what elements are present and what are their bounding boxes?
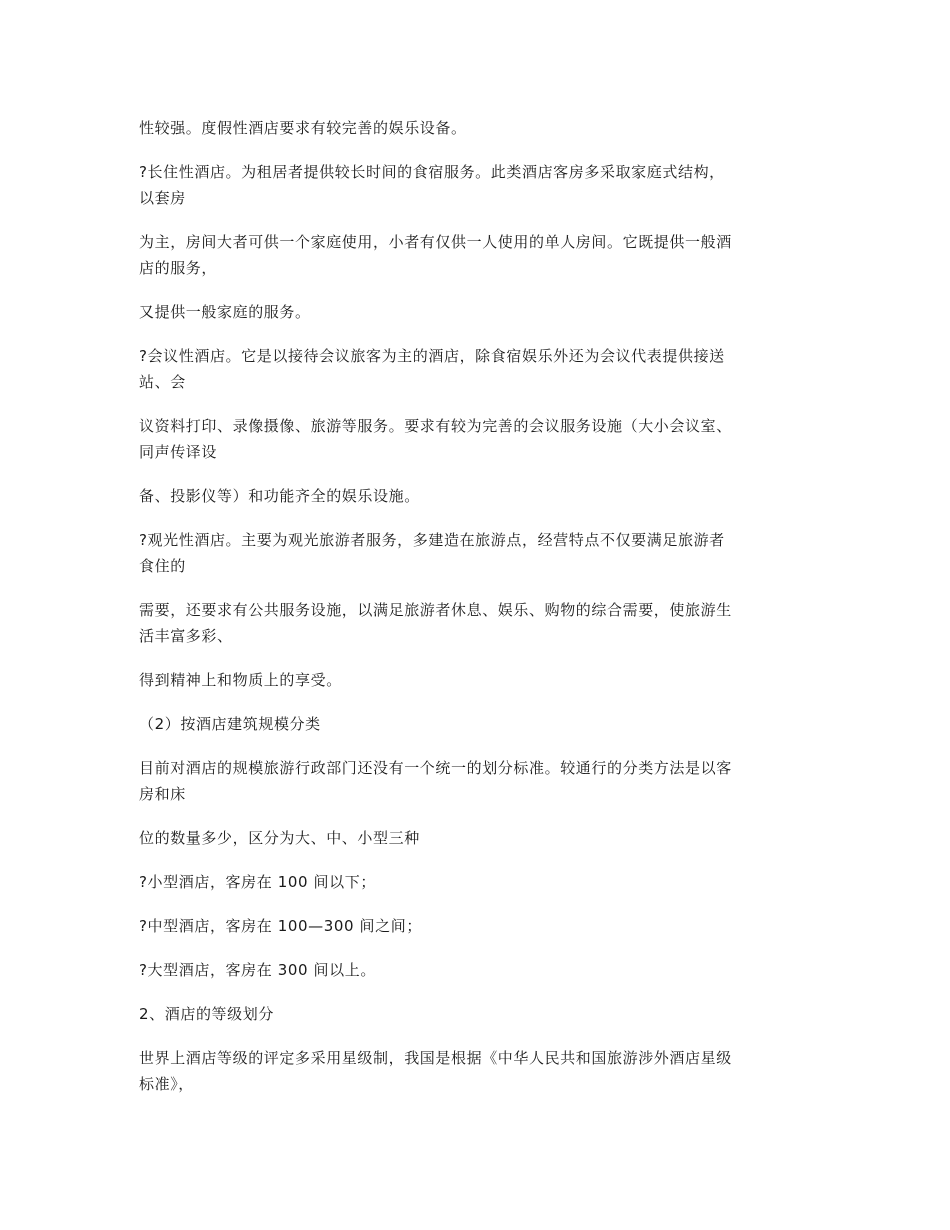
text-line: 性较强。度假性酒店要求有较完善的娱乐设备。 bbox=[139, 119, 467, 137]
paragraph bbox=[139, 343, 811, 395]
text-line: 房和床 bbox=[139, 785, 186, 803]
paragraph bbox=[139, 527, 811, 579]
list-item bbox=[139, 957, 811, 983]
section-heading bbox=[139, 711, 811, 737]
text-line: 又提供一般家庭的服务。 bbox=[139, 303, 311, 321]
section-heading bbox=[139, 1001, 811, 1027]
text-line: 需要，还要求有公共服务设施，以满足旅游者休息、娱乐、购物的综合需要，使旅游生 bbox=[139, 601, 732, 619]
text-line: ?会议性酒店。它是以接待会议旅客为主的酒店，除食宿娱乐外还为会议代表提供接送 bbox=[139, 347, 725, 365]
paragraph bbox=[139, 159, 811, 211]
paragraph bbox=[139, 413, 811, 465]
text-line: ?长住性酒店。为租居者提供较长时间的食宿服务。此类酒店客房多采取家庭式结构， bbox=[139, 163, 725, 181]
text-line: 站、会 bbox=[139, 373, 186, 391]
text-line: 议资料打印、录像摄像、旅游等服务。要求有较为完善的会议服务设施（大小会议室、 bbox=[139, 417, 732, 435]
paragraph bbox=[139, 115, 811, 141]
text-line: 以套房 bbox=[139, 189, 186, 207]
text-line: 为主，房间大者可供一个家庭使用，小者有仅供一人使用的单人房间。它既提供一般酒 bbox=[139, 233, 732, 251]
text-line: 2、酒店的等级划分 bbox=[139, 1005, 274, 1023]
paragraph bbox=[139, 667, 811, 693]
text-line: 活丰富多彩、 bbox=[139, 627, 233, 645]
text-line: 标准》， bbox=[139, 1075, 194, 1093]
paragraph bbox=[139, 483, 811, 509]
text-line: 位的数量多少，区分为大、中、小型三种 bbox=[139, 829, 420, 847]
text-line: 食住的 bbox=[139, 557, 186, 575]
text-line: ?观光性酒店。主要为观光旅游者服务，多建造在旅游点，经营特点不仅要满足旅游者 bbox=[139, 531, 725, 549]
text-line: ?小型酒店，客房在 100 间以下； bbox=[139, 873, 376, 891]
paragraph bbox=[139, 1045, 811, 1097]
text-line: （2）按酒店建筑规模分类 bbox=[139, 715, 321, 733]
list-item bbox=[139, 869, 811, 895]
paragraph bbox=[139, 597, 811, 649]
list-item bbox=[139, 913, 811, 939]
text-line: 得到精神上和物质上的享受。 bbox=[139, 671, 342, 689]
paragraph bbox=[139, 299, 811, 325]
text-line: 店的服务， bbox=[139, 259, 218, 277]
text-line: 同声传译设 bbox=[139, 443, 218, 461]
text-line: 世界上酒店等级的评定多采用星级制，我国是根据《中华人民共和国旅游涉外酒店星级 bbox=[139, 1049, 732, 1067]
text-line: ?大型酒店，客房在 300 间以上。 bbox=[139, 961, 376, 979]
document-body bbox=[139, 115, 811, 1115]
text-line: ?中型酒店，客房在 100—300 间之间； bbox=[139, 917, 422, 935]
text-line: 目前对酒店的规模旅游行政部门还没有一个统一的划分标准。较通行的分类方法是以客 bbox=[139, 759, 732, 777]
text-line: 备、投影仪等）和功能齐全的娱乐设施。 bbox=[139, 487, 420, 505]
paragraph bbox=[139, 825, 811, 851]
paragraph bbox=[139, 755, 811, 807]
paragraph bbox=[139, 229, 811, 281]
